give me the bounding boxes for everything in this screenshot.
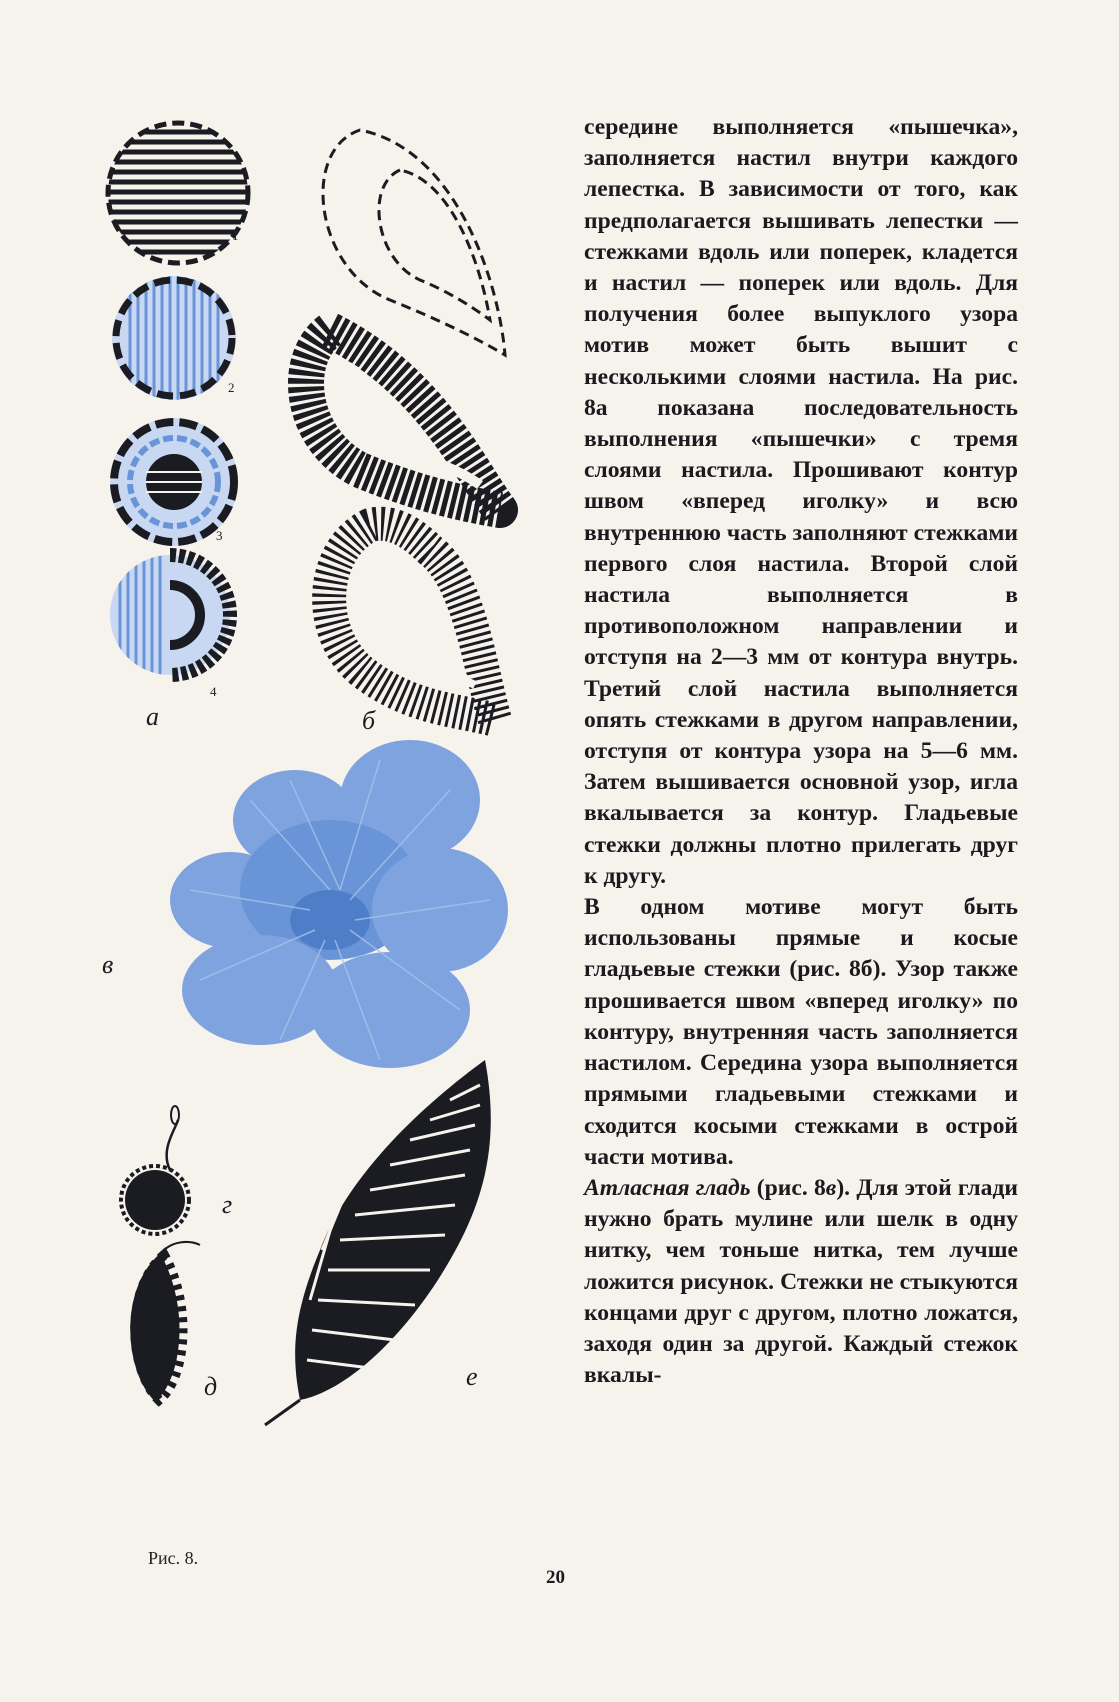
paragraph-2: В одном мотиве могут быть использованы прямые и косые гладьевые стежки (рис. 8б). Узор также прошивается швом «вперед иголку» по контуру, внутренняя часть заполняется настилом. Середина узора выполняется прямыми гладьевыми стежками и сходится косыми стежками в острой части мотива. bbox=[584, 894, 1018, 1170]
figure-illustration bbox=[100, 110, 570, 1590]
circle-stage-3 bbox=[110, 418, 238, 546]
figure-ref-prefix: (рис. 8 bbox=[750, 1174, 826, 1201]
paragraph-1: середине выполняется «пышечка», заполняется настил внутри каждого лепестка. В зависимости от того, как предполагается вышивать лепестки — стежками вдоль или поперек, кладется и настил — поперек или вдоль. Для получения более выпуклого узора мотив может быть вышит с несколькими слоями настила. На рис. 8а показана последовательность выполнения «пышечки» с тремя слоями настила. Прошивают контур швом «вперед иголку» и всю внутреннюю часть заполняют стежками первого слоя настила. Второй слой настила выполняется в противоположном направлении и отступя на 2—3 мм от контура внутрь. Третий слой настила выполняется опять стежками в другом направлении, отступя от контура узора на 5—6 мм. Затем вышивается основной узор, игла вкалывается за контур. Гладьевые стежки должны плотно прилегать друг к другу. bbox=[584, 114, 1018, 889]
leaf-satin-stitch bbox=[329, 524, 495, 720]
teardrop-stitched bbox=[306, 330, 500, 510]
paragraph-3 bbox=[584, 1173, 1018, 1391]
blue-flower-satin bbox=[170, 740, 508, 1068]
label-e: е bbox=[466, 1362, 478, 1391]
circle-stage-2 bbox=[112, 270, 236, 410]
circle-number-1: 1 bbox=[232, 228, 239, 243]
circle-number-3: 3 bbox=[216, 528, 223, 543]
teardrop-outline bbox=[323, 130, 505, 355]
term-atlas-satin: Атласная гладь bbox=[584, 1174, 751, 1201]
circle-number-2: 2 bbox=[228, 380, 235, 395]
label-d: д bbox=[204, 1372, 218, 1401]
circle-number-4: 4 bbox=[210, 684, 217, 699]
label-b: б bbox=[362, 706, 376, 735]
circle-stage-4 bbox=[110, 550, 230, 680]
label-g: г bbox=[222, 1190, 233, 1219]
label-v: в bbox=[102, 950, 114, 979]
label-a: а bbox=[146, 702, 159, 731]
figure-8 bbox=[100, 110, 570, 1590]
circle-with-needle bbox=[121, 1106, 189, 1234]
figure-ref-letter: в bbox=[825, 1174, 837, 1201]
feather-leaf bbox=[265, 1060, 491, 1425]
figure-caption: Рис. 8. bbox=[148, 1548, 199, 1568]
page-number: 20 bbox=[546, 1567, 565, 1588]
body-text bbox=[584, 112, 1018, 1391]
paragraph-3-rest: ). Для этой глади нужно брать мулине или шелк в одну нитку, чем тоньше нитка, тем лучше ложится рисунок. Стежки не стыкуются концами друг с другом, плотно ложатся, заходя один за другой. Каждый стежок вкалы- bbox=[584, 1174, 1018, 1389]
leaf-outline-stitch bbox=[131, 1242, 200, 1400]
